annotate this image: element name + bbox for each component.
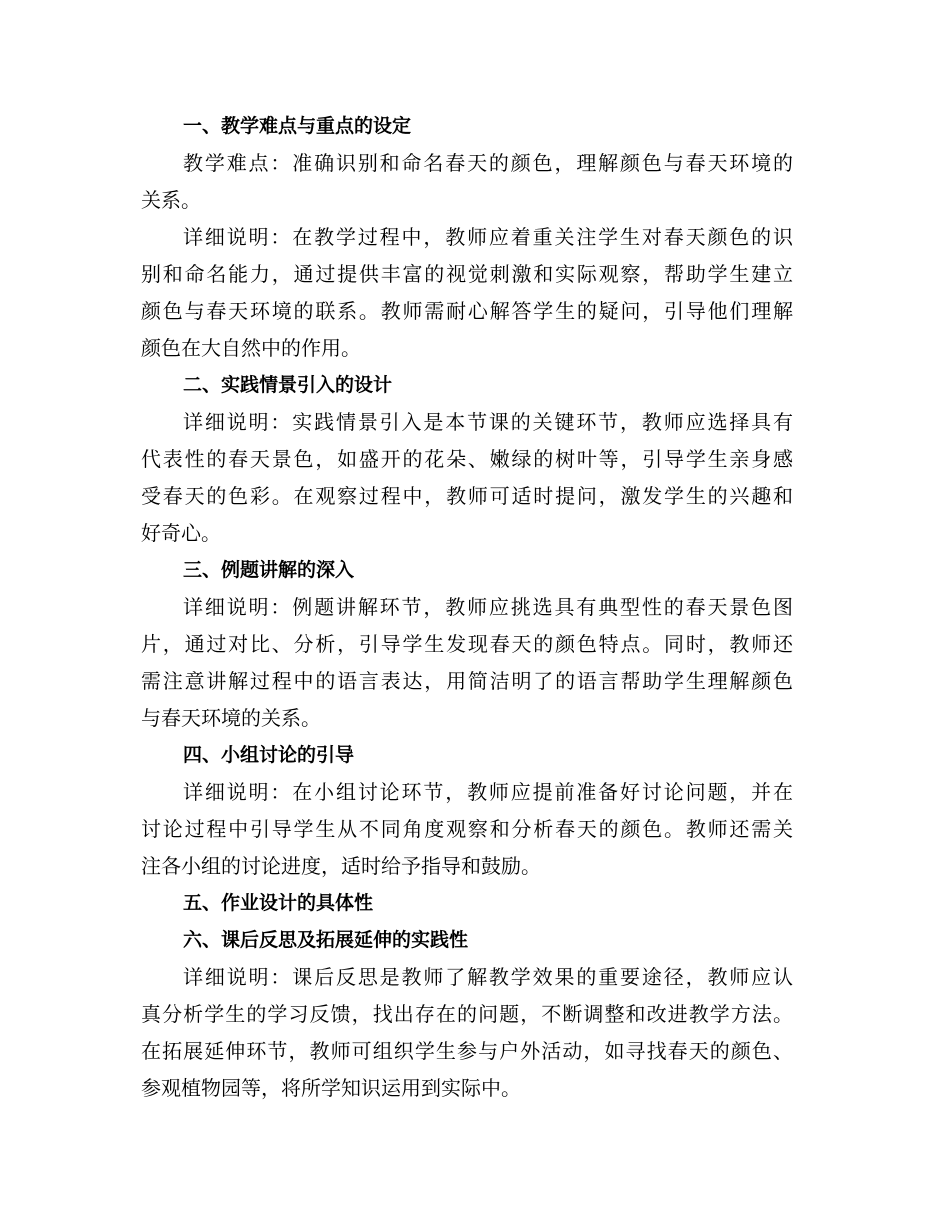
paragraph-line: 片，通过对比、分析，引导学生发现春天的颜色特点。同时，教师还 bbox=[141, 632, 793, 656]
paragraph-line: 需注意讲解过程中的语言表达，用简洁明了的语言帮助学生理解颜色 bbox=[141, 669, 793, 693]
paragraph bbox=[141, 589, 793, 737]
paragraph-line: 在拓展延伸环节，教师可组织学生参与户外活动，如寻找春天的颜色、 bbox=[141, 1039, 793, 1063]
paragraph bbox=[141, 404, 793, 552]
paragraph-line: 颜色在大自然中的作用。 bbox=[141, 336, 361, 360]
paragraph bbox=[141, 959, 793, 1107]
section-heading: 二、实践情景引入的设计 bbox=[183, 374, 393, 396]
paragraph-line: 详细说明：在教学过程中，教师应着重关注学生对春天颜色的识 bbox=[183, 225, 793, 249]
paragraph-line: 详细说明：课后反思是教师了解教学效果的重要途径，教师应认 bbox=[183, 965, 793, 989]
paragraph-line: 详细说明：例题讲解环节，教师应挑选具有典型性的春天景色图 bbox=[183, 595, 793, 619]
paragraph-line: 受春天的色彩。在观察过程中，教师可适时提问，激发学生的兴趣和 bbox=[141, 484, 793, 508]
section-heading: 六、课后反思及拓展延伸的实践性 bbox=[183, 929, 469, 951]
paragraph bbox=[141, 145, 793, 219]
paragraph-line: 别和命名能力，通过提供丰富的视觉刺激和实际观察，帮助学生建立 bbox=[141, 262, 793, 286]
section-heading: 五、作业设计的具体性 bbox=[183, 892, 374, 914]
paragraph-line: 与春天环境的关系。 bbox=[141, 706, 321, 730]
paragraph bbox=[141, 774, 793, 885]
paragraph-line: 代表性的春天景色，如盛开的花朵、嫩绿的树叶等，引导学生亲身感 bbox=[141, 447, 793, 471]
paragraph-line: 参观植物园等，将所学知识运用到实际中。 bbox=[141, 1076, 521, 1100]
section-heading: 一、教学难点与重点的设定 bbox=[183, 115, 412, 137]
paragraph-line: 教学难点：准确识别和命名春天的颜色，理解颜色与春天环境的 bbox=[183, 151, 793, 175]
paragraph-line: 真分析学生的学习反馈，找出存在的问题，不断调整和改进教学方法。 bbox=[141, 1002, 793, 1026]
paragraph-line: 颜色与春天环境的联系。教师需耐心解答学生的疑问，引导他们理解 bbox=[141, 299, 793, 323]
paragraph bbox=[141, 219, 793, 367]
paragraph-line: 关系。 bbox=[141, 188, 201, 212]
document-body bbox=[141, 108, 793, 1107]
paragraph-line: 好奇心。 bbox=[141, 521, 221, 545]
paragraph-line: 详细说明：在小组讨论环节，教师应提前准备好讨论问题，并在 bbox=[183, 780, 793, 804]
paragraph-line: 讨论过程中引导学生从不同角度观察和分析春天的颜色。教师还需关 bbox=[141, 817, 793, 841]
paragraph-line: 注各小组的讨论进度，适时给予指导和鼓励。 bbox=[141, 854, 541, 878]
section-heading: 三、例题讲解的深入 bbox=[183, 559, 355, 581]
section-heading: 四、小组讨论的引导 bbox=[183, 744, 355, 766]
paragraph-line: 详细说明：实践情景引入是本节课的关键环节，教师应选择具有 bbox=[183, 410, 793, 434]
document-page bbox=[141, 108, 793, 1107]
